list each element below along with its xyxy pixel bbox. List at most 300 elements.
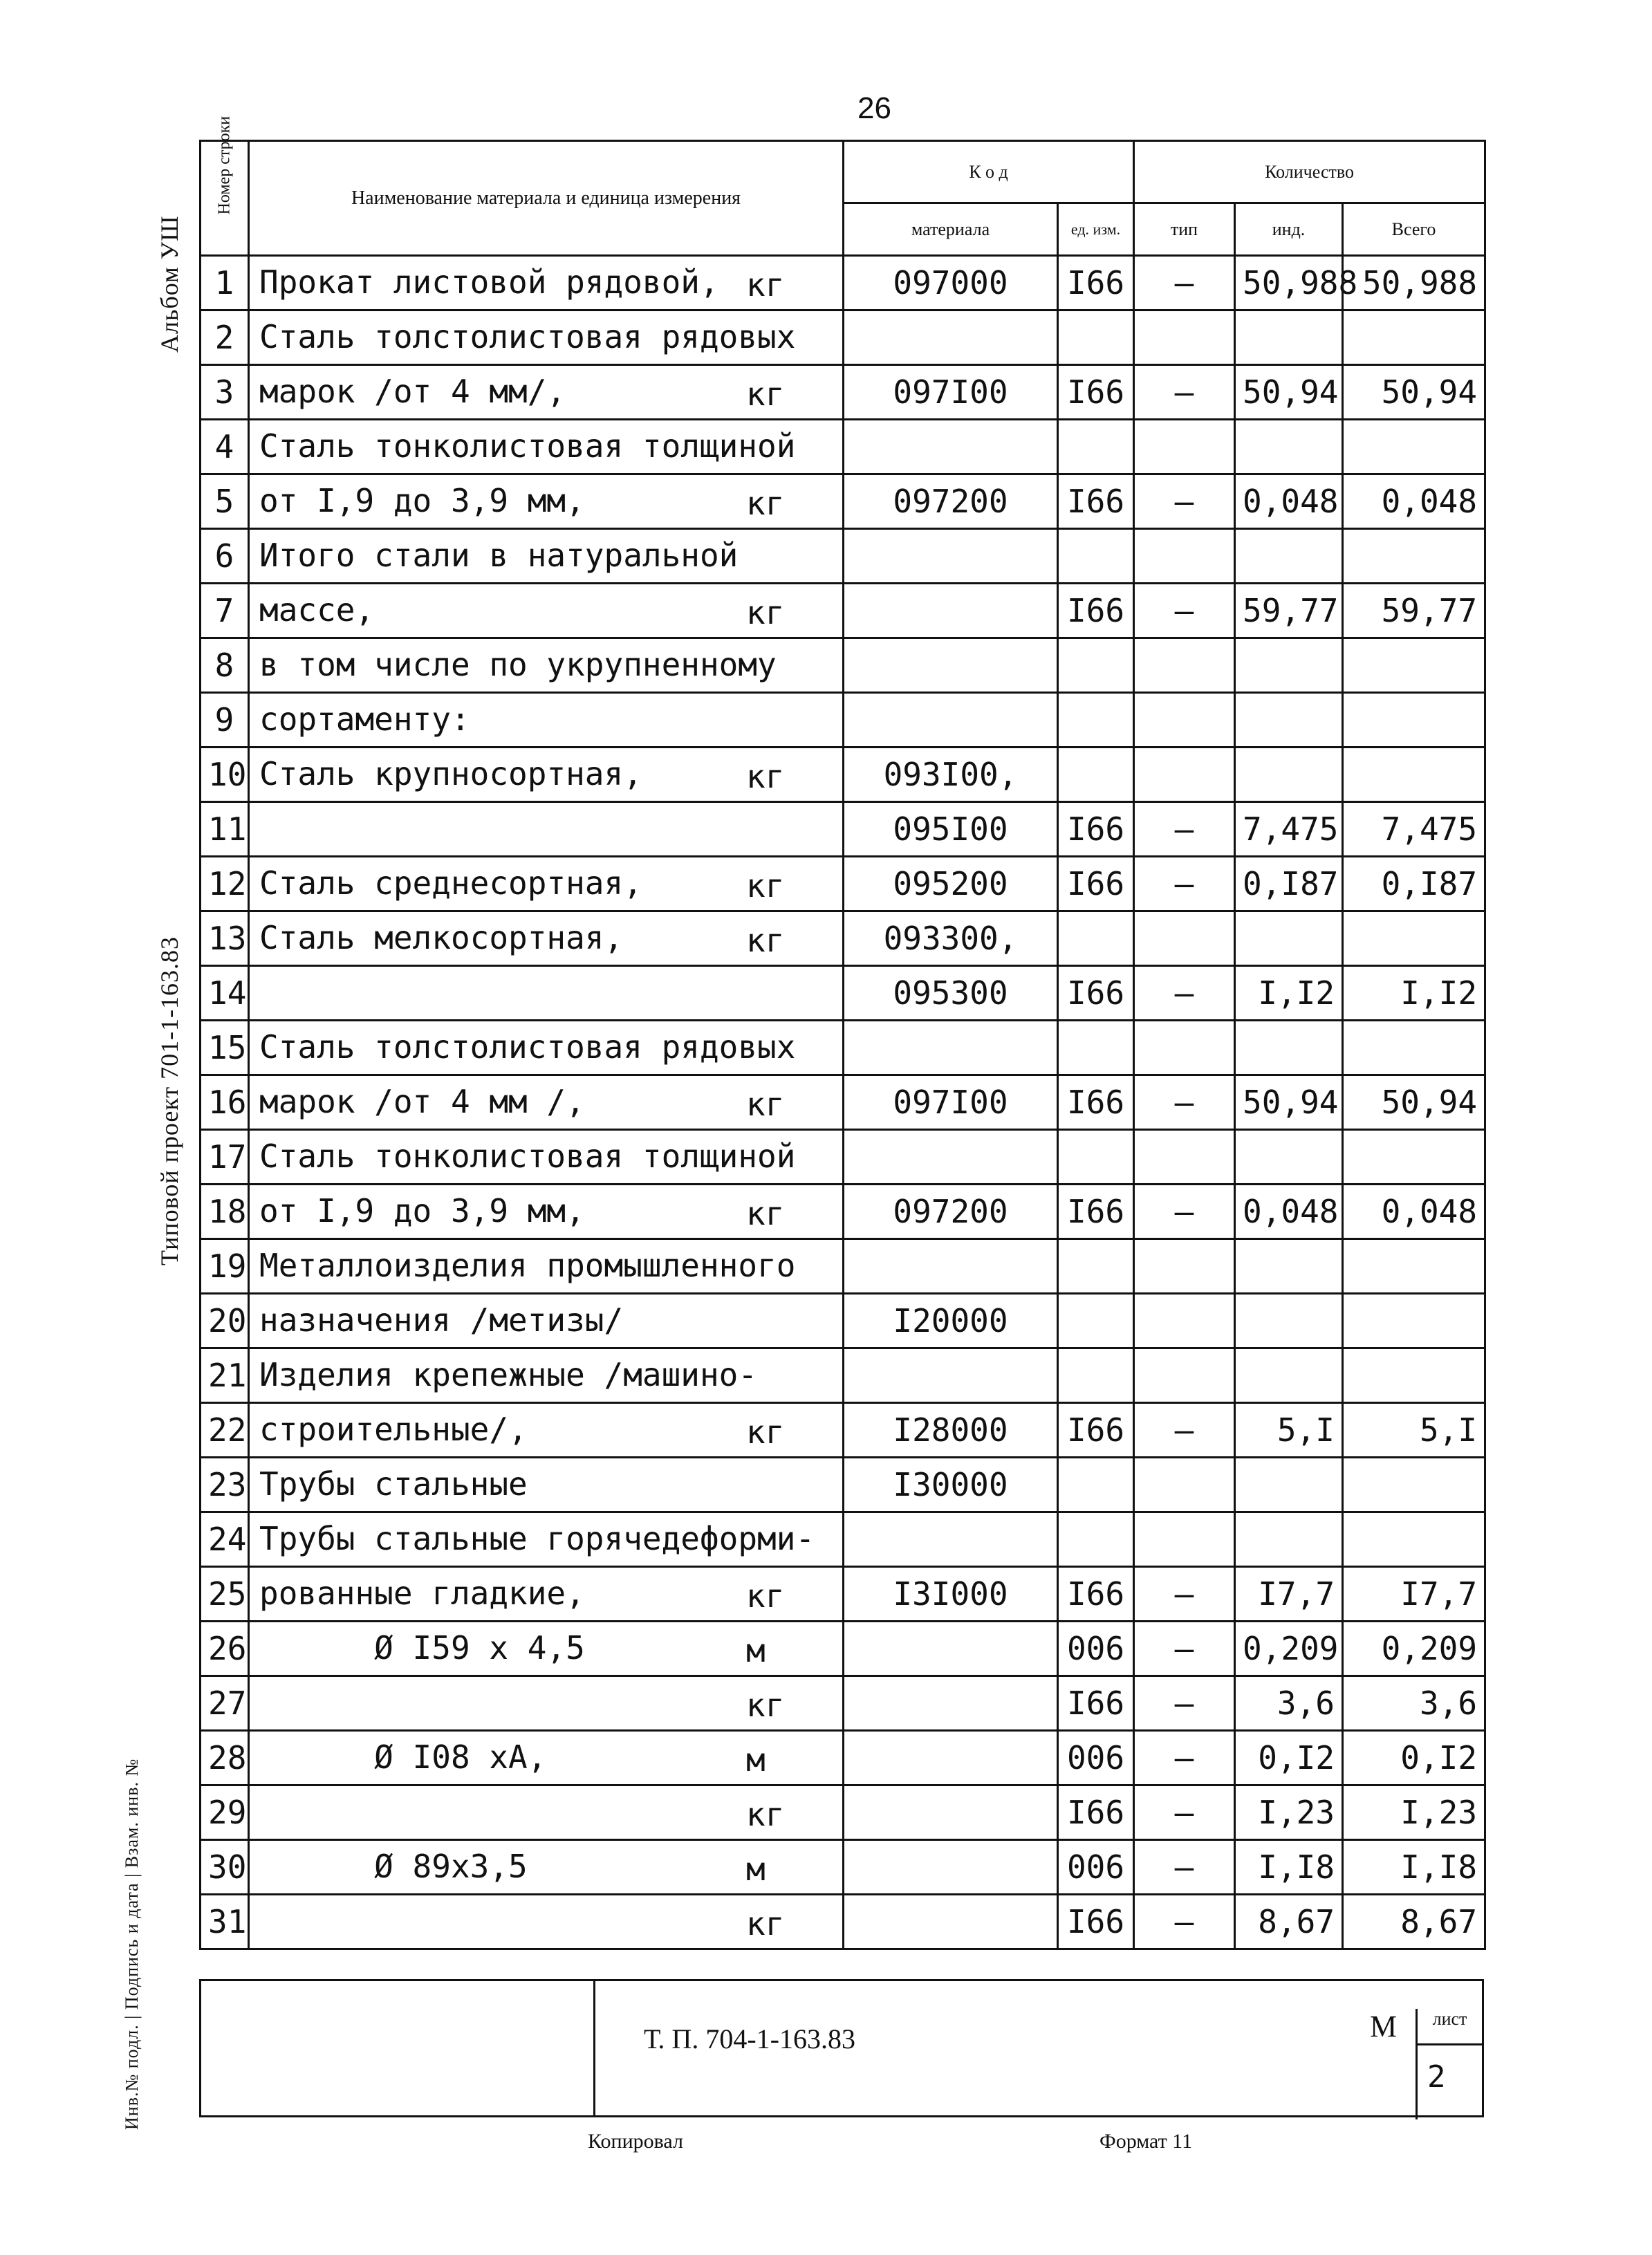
table-row bbox=[201, 1294, 1485, 1348]
qty-ind bbox=[1235, 911, 1343, 966]
row-number: 9 bbox=[201, 693, 249, 748]
material-name bbox=[249, 1785, 844, 1840]
material-name bbox=[249, 1403, 844, 1458]
material-name bbox=[249, 1731, 844, 1785]
qty-ind bbox=[1235, 529, 1343, 584]
material-code bbox=[844, 1021, 1058, 1075]
row-number: 19 bbox=[201, 1239, 249, 1294]
material-name-text: строительные/, bbox=[259, 1411, 528, 1448]
table-row bbox=[201, 1785, 1485, 1840]
row-number: 15 bbox=[201, 1021, 249, 1075]
qty-type bbox=[1134, 420, 1235, 474]
row-number: 26 bbox=[201, 1622, 249, 1676]
material-name bbox=[249, 802, 844, 857]
qty-ind bbox=[1235, 1130, 1343, 1185]
material-name-text: от I,9 до 3,9 мм, bbox=[259, 482, 585, 519]
table-row bbox=[201, 693, 1485, 748]
material-code: I30000 bbox=[844, 1458, 1058, 1512]
qty-total bbox=[1343, 1021, 1485, 1075]
row-number: 30 bbox=[201, 1840, 249, 1895]
qty-total: 0,048 bbox=[1343, 1185, 1485, 1239]
table-row bbox=[201, 256, 1485, 310]
material-name bbox=[249, 1348, 844, 1403]
qty-total: 0,I2 bbox=[1343, 1731, 1485, 1785]
title-block bbox=[199, 1979, 1484, 2117]
material-name bbox=[249, 1075, 844, 1130]
qty-ind: 7,475 bbox=[1235, 802, 1343, 857]
row-number: 31 bbox=[201, 1895, 249, 1949]
qty-ind: I,I2 bbox=[1235, 966, 1343, 1021]
qty-ind: I,23 bbox=[1235, 1785, 1343, 1840]
row-number: 27 bbox=[201, 1676, 249, 1731]
row-number: 2 bbox=[201, 310, 249, 365]
material-name-text: Ø 89x3,5 bbox=[259, 1848, 528, 1885]
material-name bbox=[249, 584, 844, 638]
qty-type bbox=[1134, 1294, 1235, 1348]
material-code: 095I00 bbox=[844, 802, 1058, 857]
qty-type: – bbox=[1134, 1567, 1235, 1622]
qty-type bbox=[1134, 1348, 1235, 1403]
material-name bbox=[249, 1622, 844, 1676]
qty-total: 0,209 bbox=[1343, 1622, 1485, 1676]
material-code: 095200 bbox=[844, 857, 1058, 911]
qty-type: – bbox=[1134, 1895, 1235, 1949]
title-block-left bbox=[201, 1981, 595, 2115]
qty-ind: 3,6 bbox=[1235, 1676, 1343, 1731]
table-row bbox=[201, 310, 1485, 365]
material-code bbox=[844, 1785, 1058, 1840]
unit-code bbox=[1058, 1239, 1134, 1294]
unit-text: м bbox=[746, 1741, 765, 1779]
qty-type: – bbox=[1134, 802, 1235, 857]
qty-total bbox=[1343, 420, 1485, 474]
qty-type: – bbox=[1134, 1676, 1235, 1731]
qty-type: – bbox=[1134, 1731, 1235, 1785]
unit-text: кг bbox=[746, 1086, 785, 1123]
material-name bbox=[249, 365, 844, 420]
material-name bbox=[249, 1021, 844, 1075]
unit-code: I66 bbox=[1058, 1403, 1134, 1458]
material-name bbox=[249, 1239, 844, 1294]
material-name bbox=[249, 474, 844, 529]
table-row bbox=[201, 584, 1485, 638]
unit-code: I66 bbox=[1058, 365, 1134, 420]
unit-code: I66 bbox=[1058, 802, 1134, 857]
sheet-label: лист bbox=[1418, 2009, 1482, 2045]
unit-code: I66 bbox=[1058, 1075, 1134, 1130]
table-row bbox=[201, 966, 1485, 1021]
material-name bbox=[249, 1895, 844, 1949]
unit-code: I66 bbox=[1058, 256, 1134, 310]
qty-total: 50,94 bbox=[1343, 365, 1485, 420]
qty-total: 50,988 bbox=[1343, 256, 1485, 310]
table-row bbox=[201, 1895, 1485, 1949]
qty-ind: 0,I2 bbox=[1235, 1731, 1343, 1785]
left-block-label: Инв.№ подл. | Подпись и дата | Взам. инв. № bbox=[122, 1758, 142, 2130]
unit-code: I66 bbox=[1058, 1676, 1134, 1731]
unit-code: 006 bbox=[1058, 1622, 1134, 1676]
material-name-text: Сталь толстолистовая рядовых bbox=[259, 1028, 796, 1066]
unit-text: кг bbox=[746, 1687, 785, 1724]
qty-total bbox=[1343, 529, 1485, 584]
table-row bbox=[201, 802, 1485, 857]
qty-ind bbox=[1235, 310, 1343, 365]
unit-code bbox=[1058, 310, 1134, 365]
table-row bbox=[201, 365, 1485, 420]
qty-type: – bbox=[1134, 474, 1235, 529]
row-number: 23 bbox=[201, 1458, 249, 1512]
row-number: 14 bbox=[201, 966, 249, 1021]
material-name-text: назначения /метизы/ bbox=[259, 1301, 624, 1339]
document-code: Т. П. 704-1-163.83 bbox=[644, 2023, 855, 2054]
row-number: 3 bbox=[201, 365, 249, 420]
row-number: 12 bbox=[201, 857, 249, 911]
material-code: 095300 bbox=[844, 966, 1058, 1021]
material-code: 097000 bbox=[844, 256, 1058, 310]
qty-ind: I7,7 bbox=[1235, 1567, 1343, 1622]
unit-code bbox=[1058, 693, 1134, 748]
unit-text: кг bbox=[746, 375, 785, 413]
qty-total: I,23 bbox=[1343, 1785, 1485, 1840]
qty-total bbox=[1343, 1512, 1485, 1567]
material-name-text: Сталь крупносортная, bbox=[259, 755, 642, 792]
row-number: 6 bbox=[201, 529, 249, 584]
unit-text: кг bbox=[746, 1195, 785, 1232]
material-name-text: Металлоизделия промышленного bbox=[259, 1247, 796, 1284]
unit-text: м bbox=[746, 1632, 765, 1669]
qty-type: – bbox=[1134, 584, 1235, 638]
row-number: 18 bbox=[201, 1185, 249, 1239]
qty-total bbox=[1343, 911, 1485, 966]
qty-type: – bbox=[1134, 857, 1235, 911]
material-name bbox=[249, 857, 844, 911]
qty-type bbox=[1134, 529, 1235, 584]
qty-type: – bbox=[1134, 1785, 1235, 1840]
qty-total bbox=[1343, 693, 1485, 748]
material-code bbox=[844, 1676, 1058, 1731]
material-name-text: марок /от 4 мм /, bbox=[259, 1083, 585, 1120]
row-number: 5 bbox=[201, 474, 249, 529]
qty-type: – bbox=[1134, 1075, 1235, 1130]
format-label: Формат 11 bbox=[1099, 2130, 1193, 2153]
qty-ind: 0,048 bbox=[1235, 1185, 1343, 1239]
row-number: 10 bbox=[201, 748, 249, 802]
material-code: 097200 bbox=[844, 474, 1058, 529]
material-name bbox=[249, 310, 844, 365]
unit-code: I66 bbox=[1058, 474, 1134, 529]
qty-ind: 50,94 bbox=[1235, 365, 1343, 420]
material-code bbox=[844, 1895, 1058, 1949]
unit-text: кг bbox=[746, 594, 785, 631]
unit-code: I66 bbox=[1058, 966, 1134, 1021]
table-row bbox=[201, 1130, 1485, 1185]
qty-total: I,I8 bbox=[1343, 1840, 1485, 1895]
qty-type: – bbox=[1134, 1622, 1235, 1676]
header-row-no: Номер строки bbox=[201, 141, 249, 256]
unit-code bbox=[1058, 638, 1134, 693]
header-qty-ind: инд. bbox=[1235, 203, 1343, 256]
qty-total bbox=[1343, 748, 1485, 802]
qty-ind bbox=[1235, 748, 1343, 802]
table-row bbox=[201, 1731, 1485, 1785]
qty-ind bbox=[1235, 1294, 1343, 1348]
unit-code: 006 bbox=[1058, 1731, 1134, 1785]
qty-total bbox=[1343, 1458, 1485, 1512]
material-code bbox=[844, 693, 1058, 748]
material-code: I28000 bbox=[844, 1403, 1058, 1458]
qty-total: I7,7 bbox=[1343, 1567, 1485, 1622]
unit-code bbox=[1058, 1130, 1134, 1185]
material-name bbox=[249, 638, 844, 693]
qty-type bbox=[1134, 911, 1235, 966]
unit-code: I66 bbox=[1058, 1185, 1134, 1239]
table-row bbox=[201, 911, 1485, 966]
row-number: 24 bbox=[201, 1512, 249, 1567]
material-name-text: от I,9 до 3,9 мм, bbox=[259, 1192, 585, 1229]
qty-total bbox=[1343, 638, 1485, 693]
material-name bbox=[249, 911, 844, 966]
material-code bbox=[844, 1512, 1058, 1567]
row-number: 13 bbox=[201, 911, 249, 966]
material-name bbox=[249, 420, 844, 474]
table-row bbox=[201, 1075, 1485, 1130]
material-name-text: сортаменту: bbox=[259, 700, 470, 738]
qty-type: – bbox=[1134, 256, 1235, 310]
table-row bbox=[201, 1458, 1485, 1512]
sheet-box bbox=[1416, 2009, 1482, 2119]
qty-total bbox=[1343, 310, 1485, 365]
material-code bbox=[844, 638, 1058, 693]
material-code bbox=[844, 1239, 1058, 1294]
table-row bbox=[201, 1239, 1485, 1294]
material-name-text: Прокат листовой рядовой, bbox=[259, 263, 719, 301]
sheet-number: 2 bbox=[1427, 2059, 1446, 2095]
material-code bbox=[844, 529, 1058, 584]
unit-text: кг bbox=[746, 1577, 785, 1615]
qty-type bbox=[1134, 693, 1235, 748]
table-row bbox=[201, 1185, 1485, 1239]
material-name bbox=[249, 1567, 844, 1622]
qty-ind: 50,94 bbox=[1235, 1075, 1343, 1130]
qty-ind bbox=[1235, 1348, 1343, 1403]
document-letter: М bbox=[1370, 2010, 1398, 2043]
material-name-text: марок /от 4 мм/, bbox=[259, 373, 566, 410]
material-name-text: Сталь толстолистовая рядовых bbox=[259, 318, 796, 355]
unit-text: м bbox=[746, 1850, 765, 1888]
material-name-text: в том числе по укрупненному bbox=[259, 646, 777, 683]
material-name bbox=[249, 1676, 844, 1731]
unit-code: I66 bbox=[1058, 1567, 1134, 1622]
row-number: 22 bbox=[201, 1403, 249, 1458]
qty-total bbox=[1343, 1239, 1485, 1294]
qty-type: – bbox=[1134, 1403, 1235, 1458]
qty-total: 7,475 bbox=[1343, 802, 1485, 857]
material-code bbox=[844, 1130, 1058, 1185]
qty-ind bbox=[1235, 693, 1343, 748]
row-number: 21 bbox=[201, 1348, 249, 1403]
qty-total bbox=[1343, 1294, 1485, 1348]
material-name-text: рованные гладкие, bbox=[259, 1575, 585, 1612]
unit-code: I66 bbox=[1058, 1895, 1134, 1949]
material-name-text: массе, bbox=[259, 591, 375, 629]
material-name-text: Сталь мелкосортная, bbox=[259, 919, 624, 956]
material-name-text: Итого стали в натуральной bbox=[259, 537, 739, 574]
unit-text: кг bbox=[746, 1413, 785, 1451]
qty-ind: 59,77 bbox=[1235, 584, 1343, 638]
unit-code bbox=[1058, 1294, 1134, 1348]
row-number: 16 bbox=[201, 1075, 249, 1130]
material-code bbox=[844, 584, 1058, 638]
header-code: К о д bbox=[844, 141, 1134, 203]
unit-code: I66 bbox=[1058, 857, 1134, 911]
unit-text: кг bbox=[746, 922, 785, 959]
material-name bbox=[249, 693, 844, 748]
qty-ind bbox=[1235, 1239, 1343, 1294]
copied-label: Копировал bbox=[588, 2130, 683, 2153]
qty-ind: 5,I bbox=[1235, 1403, 1343, 1458]
qty-total bbox=[1343, 1130, 1485, 1185]
unit-code bbox=[1058, 1348, 1134, 1403]
qty-ind: I,I8 bbox=[1235, 1840, 1343, 1895]
qty-ind: 0,048 bbox=[1235, 474, 1343, 529]
qty-total bbox=[1343, 1348, 1485, 1403]
table-row bbox=[201, 857, 1485, 911]
table-row bbox=[201, 1567, 1485, 1622]
row-number: 29 bbox=[201, 1785, 249, 1840]
material-name-text: Сталь тонколистовая толщиной bbox=[259, 1138, 796, 1175]
qty-type: – bbox=[1134, 966, 1235, 1021]
material-name-text: Трубы стальные горячедеформи- bbox=[259, 1520, 815, 1557]
unit-text: кг bbox=[746, 758, 785, 795]
qty-total: 3,6 bbox=[1343, 1676, 1485, 1731]
qty-ind: 0,I87 bbox=[1235, 857, 1343, 911]
row-number: 4 bbox=[201, 420, 249, 474]
material-name bbox=[249, 748, 844, 802]
qty-type: – bbox=[1134, 1840, 1235, 1895]
table-row bbox=[201, 420, 1485, 474]
row-number: 20 bbox=[201, 1294, 249, 1348]
qty-ind: 8,67 bbox=[1235, 1895, 1343, 1949]
qty-ind bbox=[1235, 1458, 1343, 1512]
table-row bbox=[201, 529, 1485, 584]
table-row bbox=[201, 1622, 1485, 1676]
table-row bbox=[201, 1512, 1485, 1567]
header-name: Наименование материала и единица измерения bbox=[249, 141, 844, 256]
unit-code bbox=[1058, 748, 1134, 802]
row-number: 25 bbox=[201, 1567, 249, 1622]
qty-type bbox=[1134, 1458, 1235, 1512]
material-code bbox=[844, 310, 1058, 365]
material-name-text: Сталь тонколистовая толщиной bbox=[259, 427, 796, 465]
material-name bbox=[249, 1840, 844, 1895]
qty-type: – bbox=[1134, 365, 1235, 420]
qty-type bbox=[1134, 1239, 1235, 1294]
unit-code bbox=[1058, 1458, 1134, 1512]
material-code bbox=[844, 1731, 1058, 1785]
materials-table bbox=[199, 115, 1486, 1950]
qty-type bbox=[1134, 1512, 1235, 1567]
header-qty: Количество bbox=[1134, 141, 1485, 203]
unit-text: кг bbox=[746, 1796, 785, 1833]
material-code: 093I00, bbox=[844, 748, 1058, 802]
unit-code bbox=[1058, 529, 1134, 584]
header-code-unit: ед. изм. bbox=[1058, 203, 1134, 256]
qty-total: 8,67 bbox=[1343, 1895, 1485, 1949]
qty-ind bbox=[1235, 1512, 1343, 1567]
material-name-text: Изделия крепежные /машино- bbox=[259, 1356, 758, 1393]
material-name-text: Трубы стальные bbox=[259, 1465, 528, 1503]
project-label: Типовой проект 701-1-163.83 bbox=[156, 936, 183, 1265]
page-number: 26 bbox=[857, 91, 891, 125]
unit-code bbox=[1058, 420, 1134, 474]
qty-type bbox=[1134, 310, 1235, 365]
album-label: Альбом УШ bbox=[156, 215, 183, 353]
row-number: 17 bbox=[201, 1130, 249, 1185]
row-number: 1 bbox=[201, 256, 249, 310]
material-name bbox=[249, 1458, 844, 1512]
unit-text: кг bbox=[746, 485, 785, 522]
material-name bbox=[249, 529, 844, 584]
qty-type bbox=[1134, 638, 1235, 693]
unit-code bbox=[1058, 911, 1134, 966]
material-name bbox=[249, 966, 844, 1021]
material-code: 097I00 bbox=[844, 1075, 1058, 1130]
unit-code bbox=[1058, 1512, 1134, 1567]
qty-type bbox=[1134, 1021, 1235, 1075]
qty-ind: 50,988 bbox=[1235, 256, 1343, 310]
qty-total: 50,94 bbox=[1343, 1075, 1485, 1130]
material-name-text: Ø I59 x 4,5 bbox=[259, 1629, 585, 1667]
qty-ind bbox=[1235, 420, 1343, 474]
unit-code: I66 bbox=[1058, 584, 1134, 638]
unit-code bbox=[1058, 1021, 1134, 1075]
material-code: 097I00 bbox=[844, 365, 1058, 420]
material-name bbox=[249, 256, 844, 310]
header-qty-total: Всего bbox=[1343, 203, 1485, 256]
material-name-text: Сталь среднесортная, bbox=[259, 864, 642, 902]
qty-ind bbox=[1235, 638, 1343, 693]
qty-type bbox=[1134, 1130, 1235, 1185]
table-row bbox=[201, 1840, 1485, 1895]
material-code: 097200 bbox=[844, 1185, 1058, 1239]
qty-total: 0,048 bbox=[1343, 474, 1485, 529]
material-name bbox=[249, 1185, 844, 1239]
table-row bbox=[201, 474, 1485, 529]
material-code bbox=[844, 420, 1058, 474]
unit-text: кг bbox=[746, 266, 785, 304]
material-code: I3I000 bbox=[844, 1567, 1058, 1622]
qty-total: I,I2 bbox=[1343, 966, 1485, 1021]
material-name-text: Ø I08 xA, bbox=[259, 1738, 547, 1776]
row-number: 11 bbox=[201, 802, 249, 857]
table-row bbox=[201, 1021, 1485, 1075]
qty-type: – bbox=[1134, 1185, 1235, 1239]
qty-type bbox=[1134, 748, 1235, 802]
row-number: 7 bbox=[201, 584, 249, 638]
qty-total: 59,77 bbox=[1343, 584, 1485, 638]
table-row bbox=[201, 1403, 1485, 1458]
qty-total: 5,I bbox=[1343, 1403, 1485, 1458]
table-row bbox=[201, 638, 1485, 693]
material-name bbox=[249, 1130, 844, 1185]
material-code bbox=[844, 1840, 1058, 1895]
material-code bbox=[844, 1348, 1058, 1403]
header-code-material: материала bbox=[844, 203, 1058, 256]
qty-total: 0,I87 bbox=[1343, 857, 1485, 911]
table-row bbox=[201, 1676, 1485, 1731]
qty-ind bbox=[1235, 1021, 1343, 1075]
material-code bbox=[844, 1622, 1058, 1676]
